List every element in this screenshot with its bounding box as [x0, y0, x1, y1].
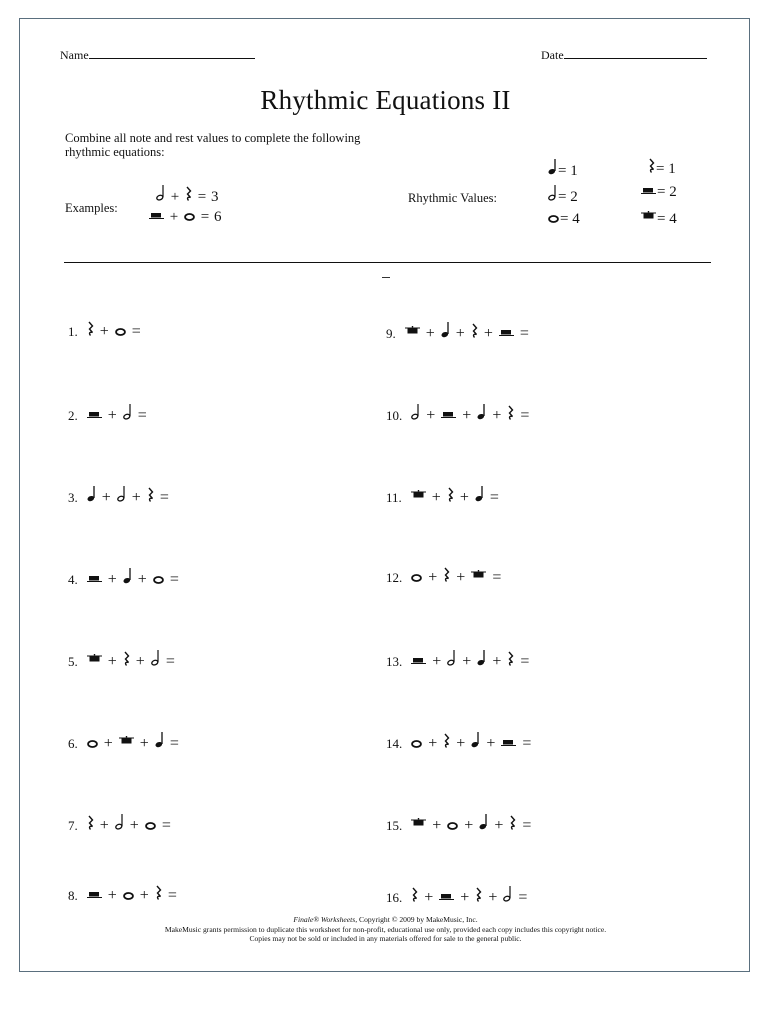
whole-rest-icon: [405, 325, 420, 343]
quarter-rest-icon: [123, 651, 130, 671]
problem-equation: [86, 885, 178, 905]
quarter-rest-icon: [471, 323, 478, 343]
half-note-icon: [117, 485, 126, 507]
quarter-rest-icon: [411, 887, 418, 907]
quarter-rest-icon: [443, 733, 450, 753]
plus-sign: +: [426, 407, 436, 424]
examples-label: Examples:: [65, 201, 118, 215]
half-rest-icon: [411, 653, 426, 671]
whole-note-icon: [115, 323, 126, 341]
problem-number: 7.: [68, 818, 78, 833]
equals-sign: =: [161, 817, 171, 834]
quarter-note-icon: [548, 158, 557, 180]
example-result-2: 6: [213, 209, 222, 225]
worksheet-page: [19, 18, 750, 972]
problem-equation: [410, 731, 532, 753]
quarter-rest-icon: [648, 158, 655, 178]
example-equation-2: [148, 209, 221, 226]
problem-14: [386, 731, 532, 753]
problem-number: 13.: [386, 654, 403, 669]
name-field: [60, 47, 255, 63]
half-note-icon: [447, 649, 456, 671]
half-note-icon: [503, 885, 512, 907]
equals-sign: =: [200, 209, 210, 225]
plus-sign: +: [99, 817, 109, 834]
date-field: [541, 47, 707, 63]
section-divider: [64, 262, 711, 263]
plus-sign: +: [464, 817, 474, 834]
problem-number: 6.: [68, 736, 78, 751]
plus-sign: +: [428, 735, 438, 752]
quarter-note-icon: [87, 485, 96, 507]
quarter-note-icon: [475, 485, 484, 507]
value-half-rest: [640, 184, 677, 201]
half-note-icon: [151, 649, 160, 671]
quarter-rest-icon: [507, 651, 514, 671]
footer-line-3: Copies may not be sold or included in any materials offered for sale to the general public.: [249, 934, 522, 943]
plus-sign: +: [131, 489, 141, 506]
equals-sign: =: [520, 653, 530, 670]
copyright-footer: [20, 915, 751, 944]
problem-9: [386, 321, 530, 343]
problem-equation: [410, 813, 532, 835]
quarter-rest-icon: [185, 186, 192, 206]
whole-note-icon: [145, 817, 156, 835]
problem-15: [386, 813, 532, 835]
plus-sign: +: [137, 571, 147, 588]
plus-sign: +: [432, 653, 442, 670]
plus-sign: +: [455, 325, 465, 342]
plus-sign: +: [107, 653, 117, 670]
example-result-1: 3: [210, 189, 219, 205]
name-label: Name: [60, 48, 89, 62]
date-blank-line: [564, 47, 707, 59]
problem-number: 14.: [386, 736, 403, 751]
quarter-rest-icon: [443, 567, 450, 587]
plus-sign: +: [483, 325, 493, 342]
equals-sign: =: [169, 735, 179, 752]
footer-line-2: MakeMusic grants permission to duplicate this worksheet for non-profit, educational use only, provided each copy includes this copyright notice.: [164, 924, 607, 934]
equals-sign: =: [520, 407, 530, 424]
value-eq: = 2: [558, 189, 578, 205]
whole-rest-icon: [641, 211, 656, 228]
problem-number: 3.: [68, 490, 78, 505]
quarter-rest-icon: [447, 487, 454, 507]
page-title: Rhythmic Equations II: [260, 85, 511, 115]
whole-rest-icon: [411, 817, 426, 835]
problem-equation: [86, 731, 180, 753]
half-note-icon: [411, 403, 420, 425]
plus-sign: +: [101, 489, 111, 506]
whole-note-icon: [153, 571, 164, 589]
problem-6: [68, 731, 180, 753]
quarter-rest-icon: [475, 887, 482, 907]
half-note-icon: [548, 184, 557, 206]
plus-sign: +: [488, 889, 498, 906]
value-eq: = 1: [558, 163, 578, 179]
half-rest-icon: [441, 407, 456, 425]
quarter-rest-icon: [507, 405, 514, 425]
whole-note-icon: [411, 569, 422, 587]
whole-rest-icon: [471, 569, 486, 587]
equals-sign: =: [522, 735, 532, 752]
half-rest-icon: [439, 889, 454, 907]
problem-1: [68, 321, 142, 341]
problem-number: 11.: [386, 490, 402, 505]
half-rest-icon: [87, 407, 102, 425]
quarter-note-icon: [441, 321, 450, 343]
problem-7: [68, 813, 172, 835]
whole-rest-icon: [87, 653, 102, 671]
plus-sign: +: [99, 323, 109, 340]
equals-sign: =: [197, 189, 207, 205]
quarter-note-icon: [477, 649, 486, 671]
whole-note-icon: [411, 735, 422, 753]
half-note-icon: [156, 184, 165, 206]
value-whole-note: [547, 211, 580, 228]
problem-11: [386, 485, 500, 507]
half-note-icon: [115, 813, 124, 835]
problem-number: 16.: [386, 890, 403, 905]
problem-equation: [86, 567, 180, 589]
problem-12: [386, 567, 502, 587]
plus-sign: +: [424, 889, 434, 906]
problem-4: [68, 567, 180, 589]
quarter-note-icon: [123, 567, 132, 589]
problem-equation: [410, 649, 530, 671]
problem-10: [386, 403, 530, 425]
half-rest-icon: [641, 184, 656, 201]
equals-sign: =: [489, 489, 499, 506]
value-quarter-note: [547, 158, 578, 180]
problem-number: 8.: [68, 888, 78, 903]
name-blank-line: [89, 47, 255, 59]
quarter-note-icon: [477, 403, 486, 425]
problem-number: 1.: [68, 324, 78, 339]
quarter-note-icon: [471, 731, 480, 753]
problem-number: 2.: [68, 408, 78, 423]
instructions-text: Combine all note and rest values to complete the following rhythmic equations:: [65, 131, 361, 159]
whole-rest-icon: [119, 735, 134, 753]
equals-sign: =: [518, 889, 528, 906]
plus-sign: +: [456, 569, 466, 586]
problem-3: [68, 485, 170, 507]
whole-note-icon: [447, 817, 458, 835]
plus-sign: +: [107, 407, 117, 424]
value-eq: = 1: [656, 161, 676, 177]
quarter-rest-icon: [509, 815, 516, 835]
plus-sign: +: [107, 571, 117, 588]
rhythmic-values-label: Rhythmic Values:: [408, 191, 498, 205]
value-half-note: [547, 184, 578, 206]
value-eq: = 2: [657, 184, 677, 200]
half-rest-icon: [499, 325, 514, 343]
plus-sign: +: [135, 653, 145, 670]
half-rest-icon: [501, 735, 516, 753]
problem-equation: [86, 649, 176, 671]
problem-number: 9.: [386, 326, 396, 341]
whole-note-icon: [548, 211, 559, 228]
quarter-rest-icon: [147, 487, 154, 507]
half-rest-icon: [87, 887, 102, 905]
plus-sign: +: [432, 817, 442, 834]
whole-rest-icon: [411, 489, 426, 507]
plus-sign: +: [494, 817, 504, 834]
plus-sign: +: [170, 189, 180, 205]
problem-2: [68, 403, 148, 425]
equals-sign: =: [165, 653, 175, 670]
value-eq: = 4: [560, 211, 580, 227]
whole-note-icon: [184, 209, 195, 226]
value-whole-rest: [640, 211, 677, 228]
problem-equation: [410, 567, 502, 587]
problem-equation: [86, 813, 172, 835]
problem-16: [386, 885, 528, 907]
plus-sign: +: [462, 653, 472, 670]
plus-sign: +: [492, 407, 502, 424]
plus-sign: +: [129, 817, 139, 834]
plus-sign: +: [492, 653, 502, 670]
problem-number: 5.: [68, 654, 78, 669]
plus-sign: +: [139, 887, 149, 904]
plus-sign: +: [103, 735, 113, 752]
half-rest-icon: [87, 571, 102, 589]
plus-sign: +: [428, 569, 438, 586]
footer-copyright: , Copyright © 2009 by MakeMusic, Inc.: [355, 915, 478, 924]
quarter-rest-icon: [87, 321, 94, 341]
plus-sign: +: [169, 209, 179, 225]
half-note-icon: [123, 403, 132, 425]
equals-sign: =: [169, 571, 179, 588]
problem-equation: [410, 885, 528, 907]
problem-equation: [410, 403, 530, 425]
quarter-note-icon: [155, 731, 164, 753]
quarter-rest-icon: [87, 815, 94, 835]
footer-product-name: Finale® Worksheets: [293, 915, 356, 924]
equals-sign: =: [492, 569, 502, 586]
problem-equation: [410, 485, 500, 507]
equals-sign: =: [522, 817, 532, 834]
half-rest-icon: [149, 209, 164, 226]
plus-sign: +: [107, 887, 117, 904]
date-label: Date: [541, 48, 564, 62]
plus-sign: +: [460, 889, 470, 906]
whole-note-icon: [87, 735, 98, 753]
problem-equation: [86, 403, 148, 425]
quarter-note-icon: [479, 813, 488, 835]
value-eq: = 4: [657, 211, 677, 227]
plus-sign: +: [425, 325, 435, 342]
equals-sign: =: [167, 887, 177, 904]
problem-number: 12.: [386, 570, 403, 585]
problem-8: [68, 885, 178, 905]
footer-line-1: [20, 915, 751, 925]
problem-equation: [404, 321, 530, 343]
plus-sign: +: [462, 407, 472, 424]
problem-number: 10.: [386, 408, 403, 423]
example-equation-1: [155, 184, 218, 206]
quarter-rest-icon: [155, 885, 162, 905]
whole-note-icon: [123, 887, 134, 905]
plus-sign: +: [139, 735, 149, 752]
problem-13: [386, 649, 530, 671]
plus-sign: +: [431, 489, 441, 506]
problem-equation: [86, 321, 142, 341]
center-tick-mark: [382, 277, 390, 278]
value-quarter-rest: [647, 158, 676, 178]
plus-sign: +: [486, 735, 496, 752]
equals-sign: =: [137, 407, 147, 424]
equals-sign: =: [159, 489, 169, 506]
problem-number: 15.: [386, 818, 403, 833]
equals-sign: =: [519, 325, 529, 342]
problem-number: 4.: [68, 572, 78, 587]
equals-sign: =: [131, 323, 141, 340]
plus-sign: +: [456, 735, 466, 752]
problem-5: [68, 649, 176, 671]
problem-equation: [86, 485, 170, 507]
plus-sign: +: [459, 489, 469, 506]
